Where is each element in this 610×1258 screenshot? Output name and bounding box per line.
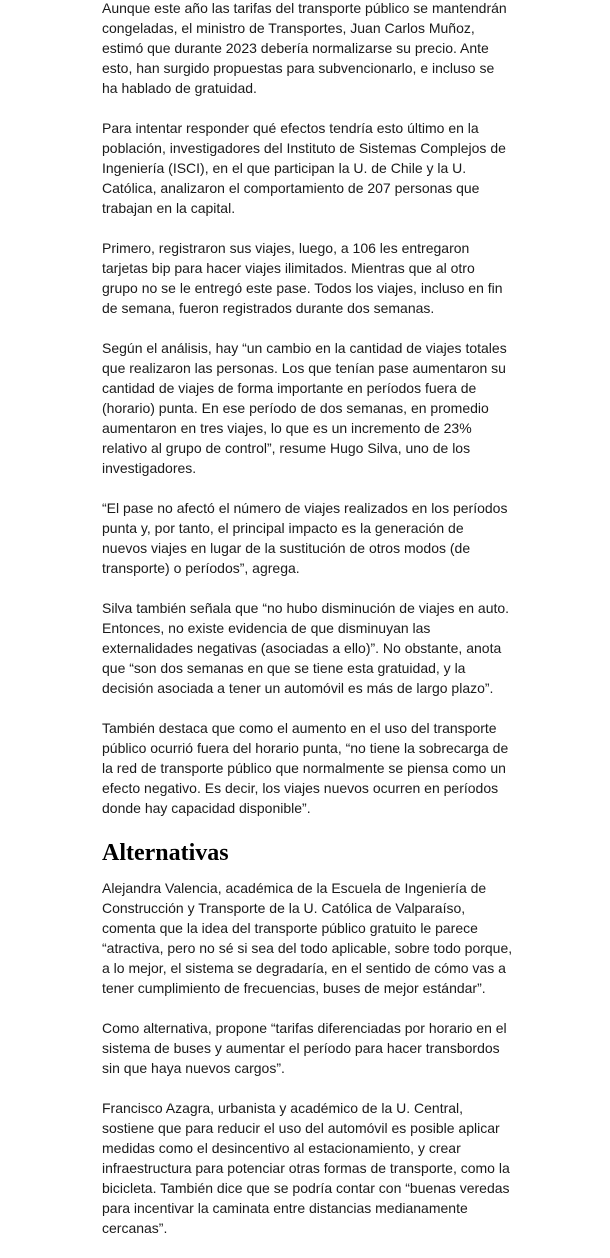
article-paragraph: Silva también señala que “no hubo disminución de viajes en auto. Entonces, no existe evidencia de que disminuyan las externalidades negativas (asociadas a ello)”. No obstante, anota que “son dos semanas en que se tiene esta gratuidad, y la decisión asociada a tener un automóvil es más de largo plazo”. bbox=[102, 600, 510, 696]
article-paragraph: También destaca que como el aumento en el uso del transporte público ocurrió fuera del horario punta, “no tiene la sobrecarga de la red de transporte público que normalmente se piensa como un efecto negativo. Es decir, los viajes nuevos ocurren en períodos donde hay capacidad disponible”. bbox=[102, 720, 509, 816]
article-paragraph: “El pase no afectó el número de viajes realizados en los períodos punta y, por tanto, el principal impacto es la generación de nuevos viajes en lugar de la sustitución de otros modos (de transporte) o períodos”, agrega. bbox=[102, 500, 508, 576]
article-paragraph: Francisco Azagra, urbanista y académico de la U. Central, sostiene que para reducir el uso del automóvil es posible aplicar medidas como el desincentivo al estacionamiento, y crear infraestructura para potenciar otras formas de transporte, como la bicicleta. También dice que se podría contar con “buenas veredas para incentivar la caminata entre distancias medianamente cercanas”. bbox=[102, 1100, 510, 1236]
article-paragraph: Para intentar responder qué efectos tendría esto último en la población, investigadores del Instituto de Sistemas Complejos de Ingeniería (ISCI), en el que participan la U. de Chile y la U. Católica, analizaron el comportamiento de 207 personas que trabajan en la capital. bbox=[102, 120, 506, 216]
article-paragraph: Como alternativa, propone “tarifas diferenciadas por horario en el sistema de buses y aumentar el período para hacer transbordos sin que haya nuevos cargos”. bbox=[102, 1020, 507, 1076]
article-paragraph: Alejandra Valencia, académica de la Escuela de Ingeniería de Construcción y Transporte de la U. Católica de Valparaíso, comenta que la idea del transporte público gratuito le parece “atractiva, pero no sé si sea del todo aplicable, sobre todo porque, a lo mejor, el sistema se degradaría, en el sentido de cómo vas a tener cumplimiento de frecuencias, buses de mejor estándar”. bbox=[102, 880, 513, 996]
section-heading: Alternativas bbox=[102, 840, 229, 866]
article-body bbox=[102, 0, 522, 1258]
article-paragraph: Según el análisis, hay “un cambio en la cantidad de viajes totales que realizaron las personas. Los que tenían pase aumentaron su cantidad de viajes de forma importante en períodos fuera de (horario) punta. En ese período de dos semanas, en promedio aumentaron en tres viajes, lo que es un incremento de 23% relativo al grupo de control”, resume Hugo Silva, uno de los investigadores. bbox=[102, 340, 507, 476]
article-paragraph: Aunque este año las tarifas del transporte público se mantendrán congeladas, el ministro de Transportes, Juan Carlos Muñoz, estimó que durante 2023 debería normalizarse su precio. Ante esto, han surgido propuestas para subvencionarlo, e incluso se ha hablado de gratuidad. bbox=[102, 0, 507, 96]
article-paragraph: Primero, registraron sus viajes, luego, a 106 les entregaron tarjetas bip para hacer viajes ilimitados. Mientras que al otro grupo no se le entregó este pase. Todos los viajes, incluso en fin de semana, fueron registrados durante dos semanas. bbox=[102, 240, 503, 316]
